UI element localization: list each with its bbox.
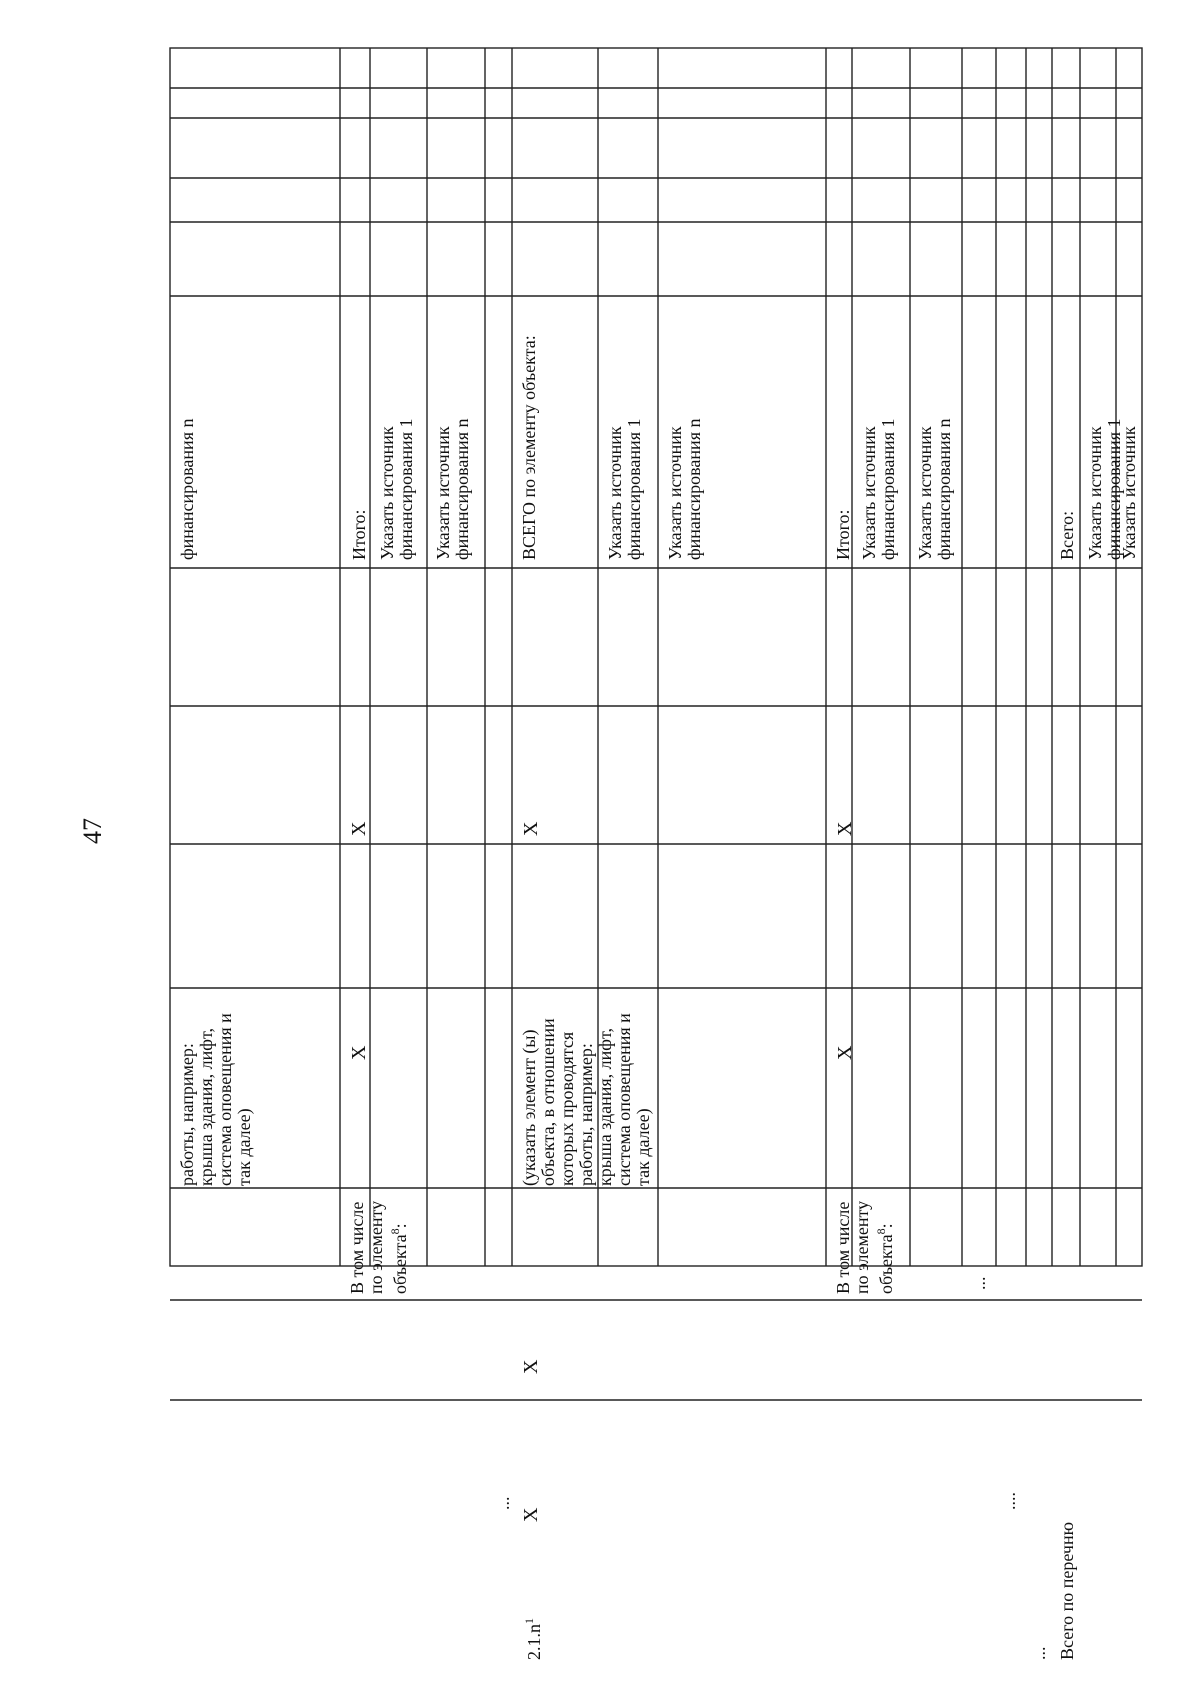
cell-x-b: X <box>348 821 370 836</box>
incl-1-label: В том числе по элементу объекта$^8$: <box>347 1200 410 1294</box>
cell-work-example: работы, например: крыша здания, лифт, система оповещения и так далее) <box>177 1013 254 1186</box>
cell-src-e: Указать источник <box>1119 426 1139 560</box>
cell-itogo-1: Итого: <box>349 509 369 560</box>
cell-vsego: Всего: <box>1057 510 1077 560</box>
cell-src1-d: Указать источник финансирования 1 <box>1085 418 1124 560</box>
cell-srcn-c: Указать источник финансирования n <box>915 418 954 560</box>
cell-fin-n-top: финансирования n <box>177 418 197 560</box>
cell-dots-2: ... <box>969 1276 989 1290</box>
footnote-mark: 1 <box>522 1618 536 1624</box>
cell-src1-c: Указать источник финансирования 1 <box>859 418 898 560</box>
cell-x-d: X <box>520 1359 542 1374</box>
cell-src1-a: Указать источник финансирования 1 <box>377 418 416 560</box>
cell-incl-1 <box>348 1188 410 1294</box>
cell-x-c: X <box>520 1507 542 1522</box>
cell-srcn-a: Указать источник финансирования n <box>433 418 472 560</box>
cell-itogo-2: Итого: <box>833 509 853 560</box>
cell-x-f: X <box>834 1045 856 1060</box>
cell-src1-b: Указать источник финансирования 1 <box>605 418 644 560</box>
cell-dots-4: ... <box>1029 1646 1049 1660</box>
cell-total-list: Всего по перечню <box>1057 1521 1077 1660</box>
page-number: 47 <box>78 818 107 844</box>
cell-dots-3: .... <box>999 1492 1019 1510</box>
cell-incl-2: В том числе по элементу объекта$^8$: <box>833 1200 896 1294</box>
cell-srcn-b: Указать источник финансирования n <box>665 418 704 560</box>
cell-vsego-element: ВСЕГО по элементу объекта: <box>519 335 539 560</box>
cell-x-e: X <box>520 821 542 836</box>
cell-element: (указать элемент (ы) объекта, в отношении которых проводятся работы, например: крыша здания, лифт, система оповещения и так далее) <box>519 1013 653 1186</box>
cell-row-id: $2.1.n^1$ <box>522 1618 544 1660</box>
footnote-mark: 8 <box>388 1228 402 1235</box>
cell-dots-1: ... <box>493 1496 513 1510</box>
footnote-mark: 8 <box>874 1228 888 1235</box>
cell-x-g: X <box>834 821 856 836</box>
cell-x-a: X <box>348 1045 370 1060</box>
